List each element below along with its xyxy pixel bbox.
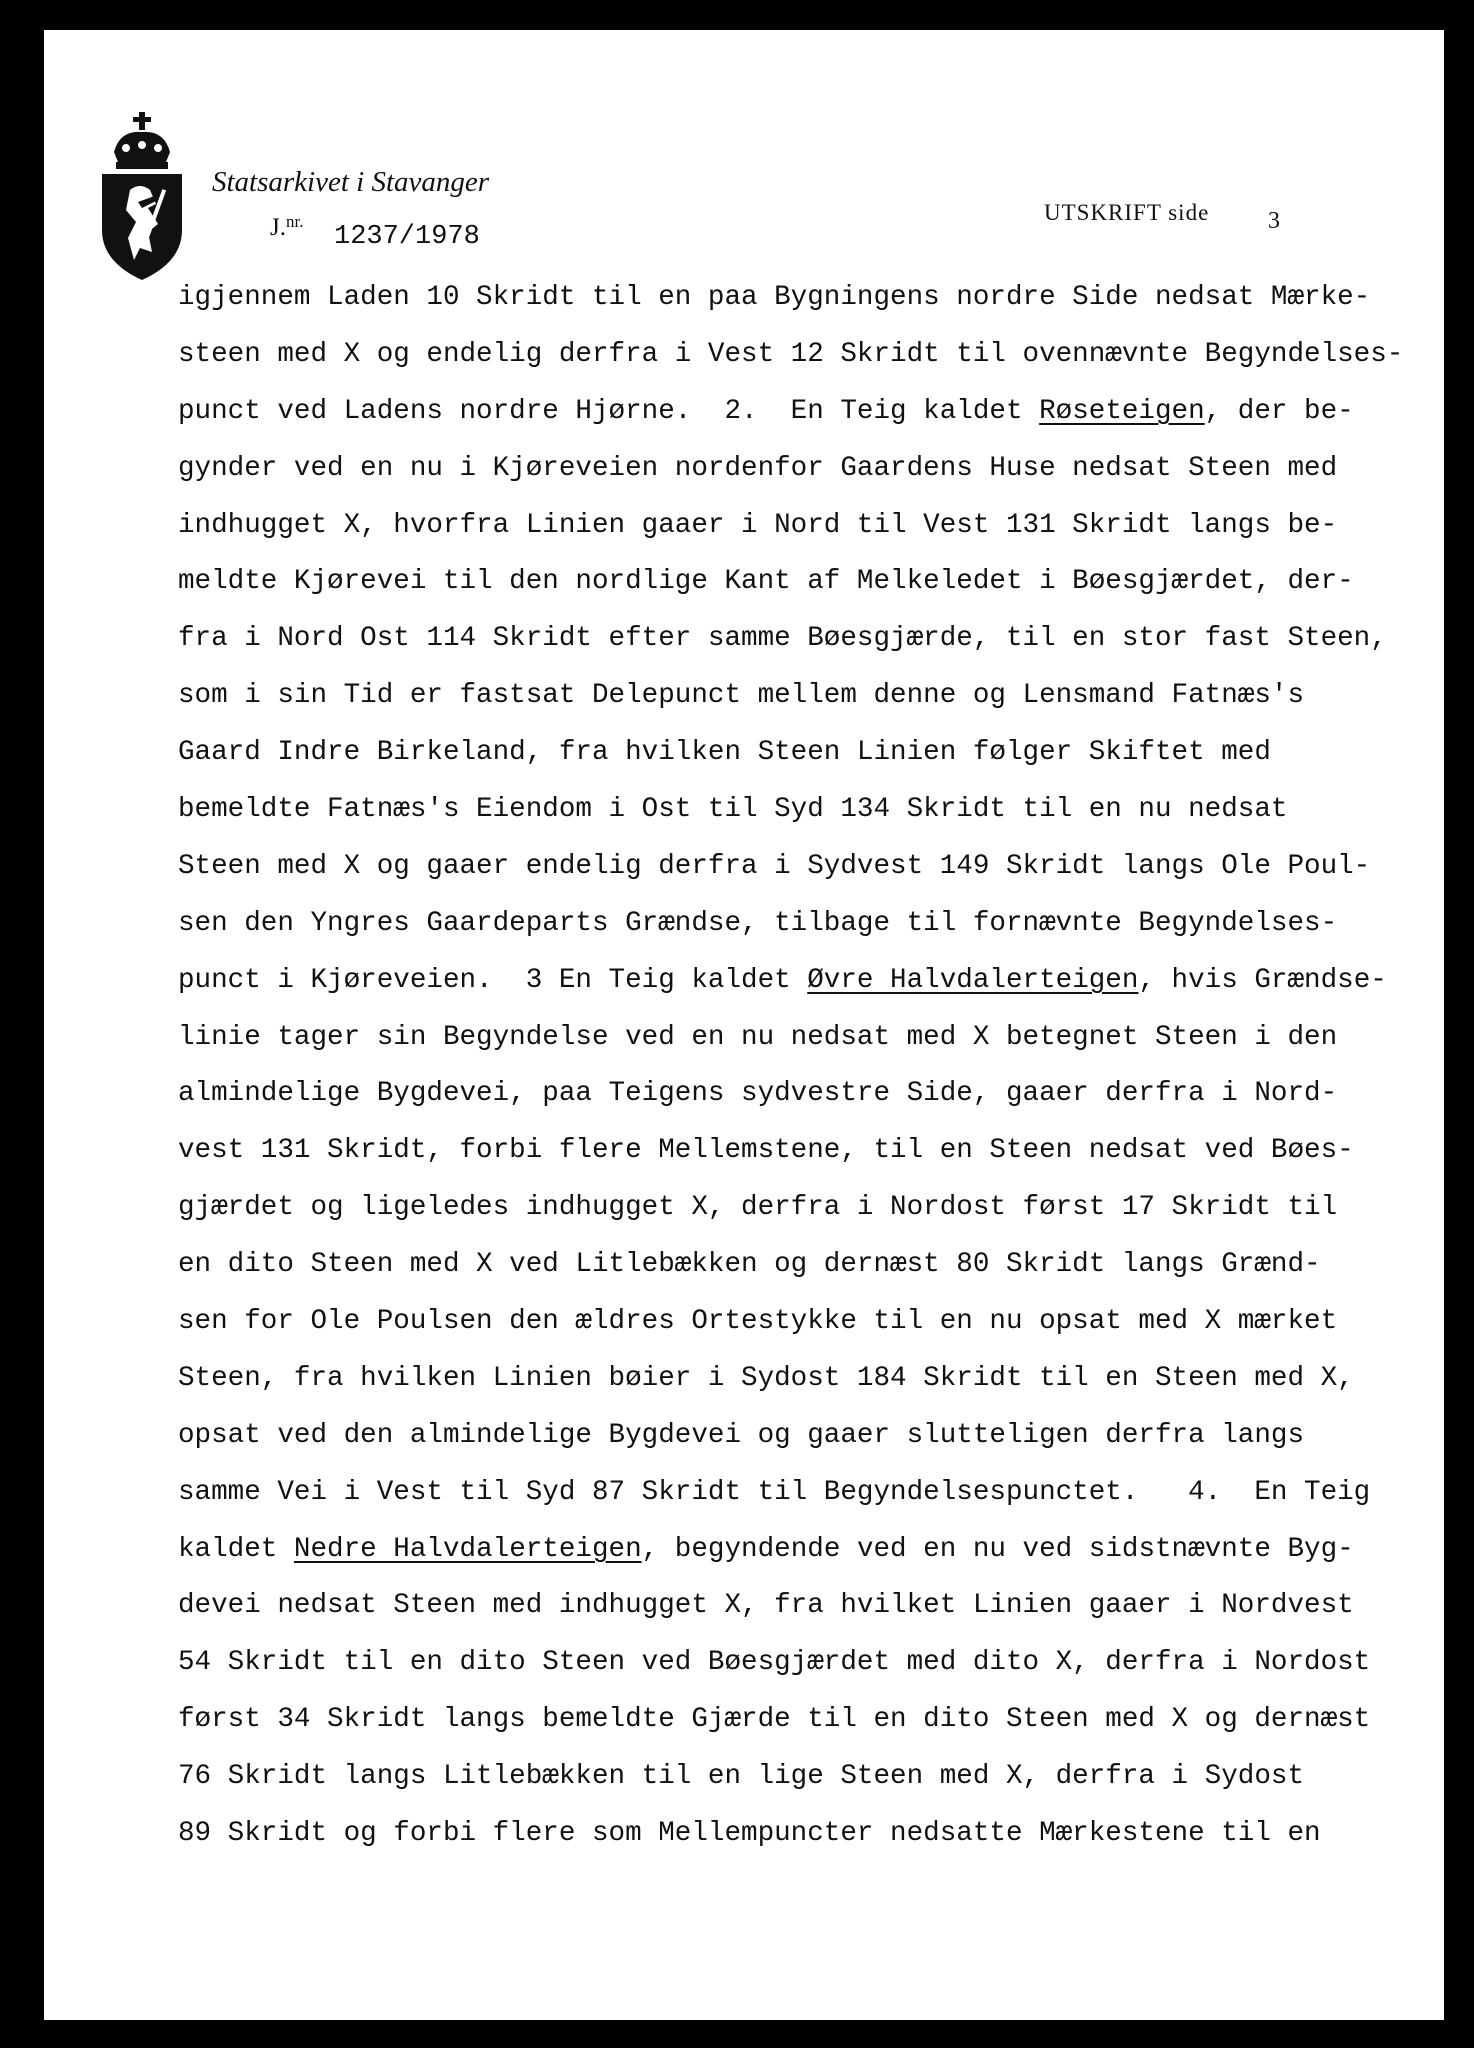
text-line [178,611,1458,668]
text-line [178,1635,1458,1692]
text-segment: bemeldte Fatnæs's Eiendom i Ost til Syd 134 Skridt til en nu nedsat [178,794,1288,826]
archive-name: Statsarkivet i Stavanger [212,166,490,198]
norwegian-coat-of-arms-icon [100,112,184,282]
text-line [178,668,1458,725]
text-segment: devei nedsat Steen med indhugget X, fra hvilket Linien gaaer i Nordvest [178,1590,1354,1622]
text-line [178,498,1458,555]
text-line [178,1522,1458,1579]
text-line [178,1066,1458,1123]
underlined-place-name: Røseteigen [1039,395,1205,427]
text-line [178,1294,1458,1351]
text-line [178,554,1458,611]
text-segment: vest 131 Skridt, forbi flere Mellemstene, til en Steen nedsat ved Bøes- [178,1135,1354,1167]
underlined-place-name: Øvre Halvdalerteigen [807,964,1139,996]
text-line [178,441,1458,498]
text-segment: , der be- [1204,395,1354,427]
text-segment: Gaard Indre Birkeland, fra hvilken Steen Linien følger Skiftet med [178,737,1271,769]
text-segment: , begyndende ved en nu ved sidstnævnte Byg- [641,1533,1354,1565]
text-line [178,1180,1458,1237]
text-segment: gynder ved en nu i Kjøreveien nordenfor Gaardens Huse nedsat Steen med [178,452,1338,484]
text-segment: sen for Ole Poulsen den ældres Ortestykke til en nu opsat med X mærket [178,1306,1338,1338]
text-segment: først 34 Skridt langs bemeldte Gjærde til en dito Steen med X og dernæst [178,1704,1371,1736]
text-line [178,953,1458,1010]
text-segment: fra i Nord Ost 114 Skridt efter samme Bøesgjærde, til en stor fast Steen, [178,623,1387,655]
text-segment: meldte Kjørevei til den nordlige Kant af Melkeledet i Bøesgjærdet, der- [178,566,1354,598]
text-segment: Steen, fra hvilken Linien bøier i Sydost 184 Skridt til en Steen med X, [178,1362,1354,1394]
text-segment: kaldet [178,1533,294,1565]
text-line [178,1237,1458,1294]
text-line [178,1465,1458,1522]
text-segment: samme Vei i Vest til Syd 87 Skridt til Begyndelsespunctet. 4. En Teig [178,1476,1371,1508]
text-segment: 76 Skridt langs Litlebækken til en lige Steen med X, derfra i Sydost [178,1761,1305,1793]
text-segment: som i sin Tid er fastsat Delepunct mellem denne og Lensmand Fatnæs's [178,680,1305,712]
text-segment: en dito Steen med X ved Litlebækken og dernæst 80 Skridt langs Grænd- [178,1249,1321,1281]
text-segment: igjennem Laden 10 Skridt til en paa Bygningens nordre Side nedsat Mærke- [178,282,1371,313]
text-line [178,725,1458,782]
text-line [178,1692,1458,1749]
text-line [178,1010,1458,1067]
text-segment: linie tager sin Begyndelse ved en nu nedsat med X betegnet Steen i den [178,1021,1338,1053]
text-line [178,896,1458,953]
text-segment: punct ved Ladens nordre Hjørne. 2. En Teig kaldet [178,395,1040,427]
text-line [178,1123,1458,1180]
page-number: 3 [1268,208,1280,234]
journal-number-label: J.$^{nr.}$ [270,212,304,241]
text-segment: opsat ved den almindelige Bygdevei og gaaer slutteligen derfra langs [178,1419,1305,1451]
text-segment: punct i Kjøreveien. 3 En Teig kaldet [178,964,808,996]
text-segment: 89 Skridt og forbi flere som Mellempuncter nedsatte Mærkestene til en [178,1818,1321,1850]
text-segment: 54 Skridt til en dito Steen ved Bøesgjærdet med dito X, derfra i Nordost [178,1647,1371,1679]
journal-number: 1237/1978 [334,222,480,252]
transcript-body [178,270,1458,1863]
text-segment: gjærdet og ligeledes indhugget X, derfra i Nordost først 17 Skridt til [178,1192,1338,1224]
text-line [178,327,1458,384]
text-segment: sen den Yngres Gaardeparts Grændse, tilbage til fornævnte Begyndelses- [178,907,1338,939]
text-segment: steen med X og endelig derfra i Vest 12 Skridt til ovennævnte Begyndelses- [178,338,1404,370]
text-line [178,1351,1458,1408]
text-line [178,270,1458,327]
text-segment: indhugget X, hvorfra Linien gaaer i Nord til Vest 131 Skridt langs be- [178,509,1338,541]
text-line [178,782,1458,839]
text-segment: Steen med X og gaaer endelig derfra i Sydvest 149 Skridt langs Ole Poul- [178,850,1371,882]
underlined-place-name: Nedre Halvdalerteigen [293,1533,642,1565]
text-line [178,1749,1458,1806]
text-segment: almindelige Bygdevei, paa Teigens sydvestre Side, gaaer derfra i Nord- [178,1078,1338,1110]
text-line [178,1578,1458,1635]
text-line [178,1806,1458,1863]
text-line [178,1408,1458,1465]
utskrift-label: UTSKRIFT side [1044,200,1210,225]
text-segment: , hvis Grændse- [1138,964,1387,996]
text-line [178,839,1458,896]
text-line [178,384,1458,441]
